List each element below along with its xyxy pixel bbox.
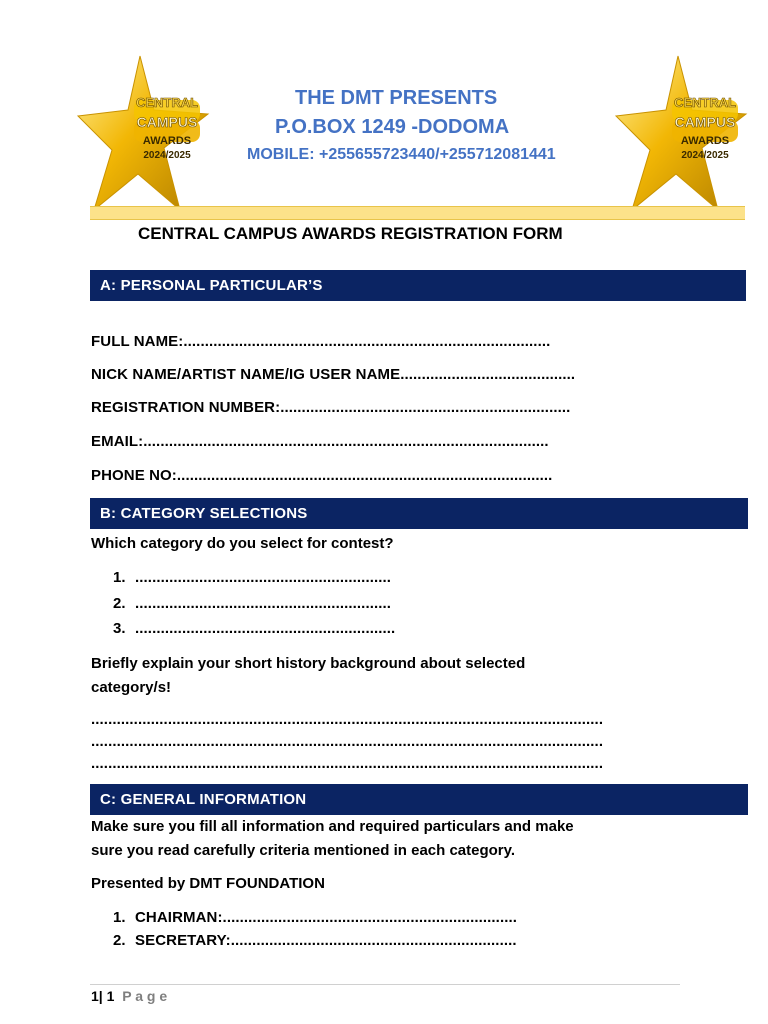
field-email[interactable]: EMAIL:............................................................................................... [91, 433, 549, 450]
general-info-line-1: Make sure you fill all information and required particulars and make [91, 818, 574, 835]
category-blank-1[interactable]: ............................................................ [135, 569, 392, 586]
header-divider-bar [90, 206, 745, 220]
category-blank-3[interactable]: ............................................................. [135, 620, 396, 637]
footer-rule [90, 984, 680, 985]
logo-line-2: CAMPUS [674, 114, 736, 130]
history-answer-line-2[interactable]: ........................................................................................................................ [91, 733, 604, 750]
list-number: 2. [113, 595, 126, 612]
category-question: Which category do you select for contest? [91, 535, 394, 552]
footer-page-word: P a g e [122, 988, 168, 1004]
logo-line-4: 2024/2025 [143, 150, 191, 161]
section-b-heading: B: CATEGORY SELECTIONS [90, 498, 748, 529]
list-number: 1. [113, 569, 126, 586]
logo-line-4: 2024/2025 [681, 150, 729, 161]
field-full-name[interactable]: FULL NAME:...................................................................................... [91, 333, 551, 350]
official-secretary[interactable] [113, 932, 517, 949]
list-number: 1. [113, 909, 126, 926]
field-phone-no[interactable]: PHONE NO:........................................................................................ [91, 467, 553, 484]
presented-by: Presented by DMT FOUNDATION [91, 875, 325, 892]
general-info-line-2: sure you read carefully criteria mentioned in each category. [91, 842, 516, 859]
logo-line-1: CENTRAL [135, 95, 199, 110]
page-footer [91, 988, 167, 1004]
field-nick-name[interactable]: NICK NAME/ARTIST NAME/IG USER NAME......................................... [91, 366, 576, 383]
category-item-2[interactable] [113, 595, 391, 612]
list-number: 3. [113, 620, 126, 637]
form-title: CENTRAL CAMPUS AWARDS REGISTRATION FORM [138, 224, 563, 243]
logo-line-2: CAMPUS [136, 114, 198, 130]
footer-page-number: 1 [91, 988, 99, 1004]
header-presenter: THE DMT PRESENTS [295, 87, 498, 109]
header-po-box: P.O.BOX 1249 -DODOMA [275, 116, 510, 138]
list-number: 2. [113, 932, 126, 949]
star-logo-icon [610, 52, 750, 222]
section-c-heading: C: GENERAL INFORMATION [90, 784, 748, 815]
central-campus-awards-logo-left [72, 52, 212, 222]
chairman-blank[interactable]: CHAIRMAN:..................................................................... [135, 909, 518, 926]
header-mobile: MOBILE: +255655723440/+255712081441 [247, 146, 556, 163]
field-registration-number[interactable]: REGISTRATION NUMBER:.................................................................... [91, 399, 571, 416]
category-item-1[interactable] [113, 569, 391, 586]
category-blank-2[interactable]: ............................................................ [135, 595, 392, 612]
history-prompt-line-2: category/s! [91, 679, 172, 696]
history-answer-line-3[interactable]: ........................................................................................................................ [91, 755, 604, 772]
logo-line-3: AWARDS [680, 135, 730, 147]
footer-separator: | 1 [98, 988, 115, 1004]
history-prompt-line-1: Briefly explain your short history background about selected [91, 655, 526, 672]
secretary-blank[interactable]: SECRETARY:................................................................... [135, 932, 517, 949]
official-chairman[interactable] [113, 909, 517, 926]
logo-line-1: CENTRAL [673, 95, 737, 110]
star-logo-icon [72, 52, 212, 222]
central-campus-awards-logo-right [610, 52, 750, 222]
section-a-heading: A: PERSONAL PARTICULAR’S [90, 270, 746, 301]
category-item-3[interactable] [113, 620, 395, 637]
history-answer-line-1[interactable]: ........................................................................................................................ [91, 711, 604, 728]
logo-line-3: AWARDS [142, 135, 192, 147]
